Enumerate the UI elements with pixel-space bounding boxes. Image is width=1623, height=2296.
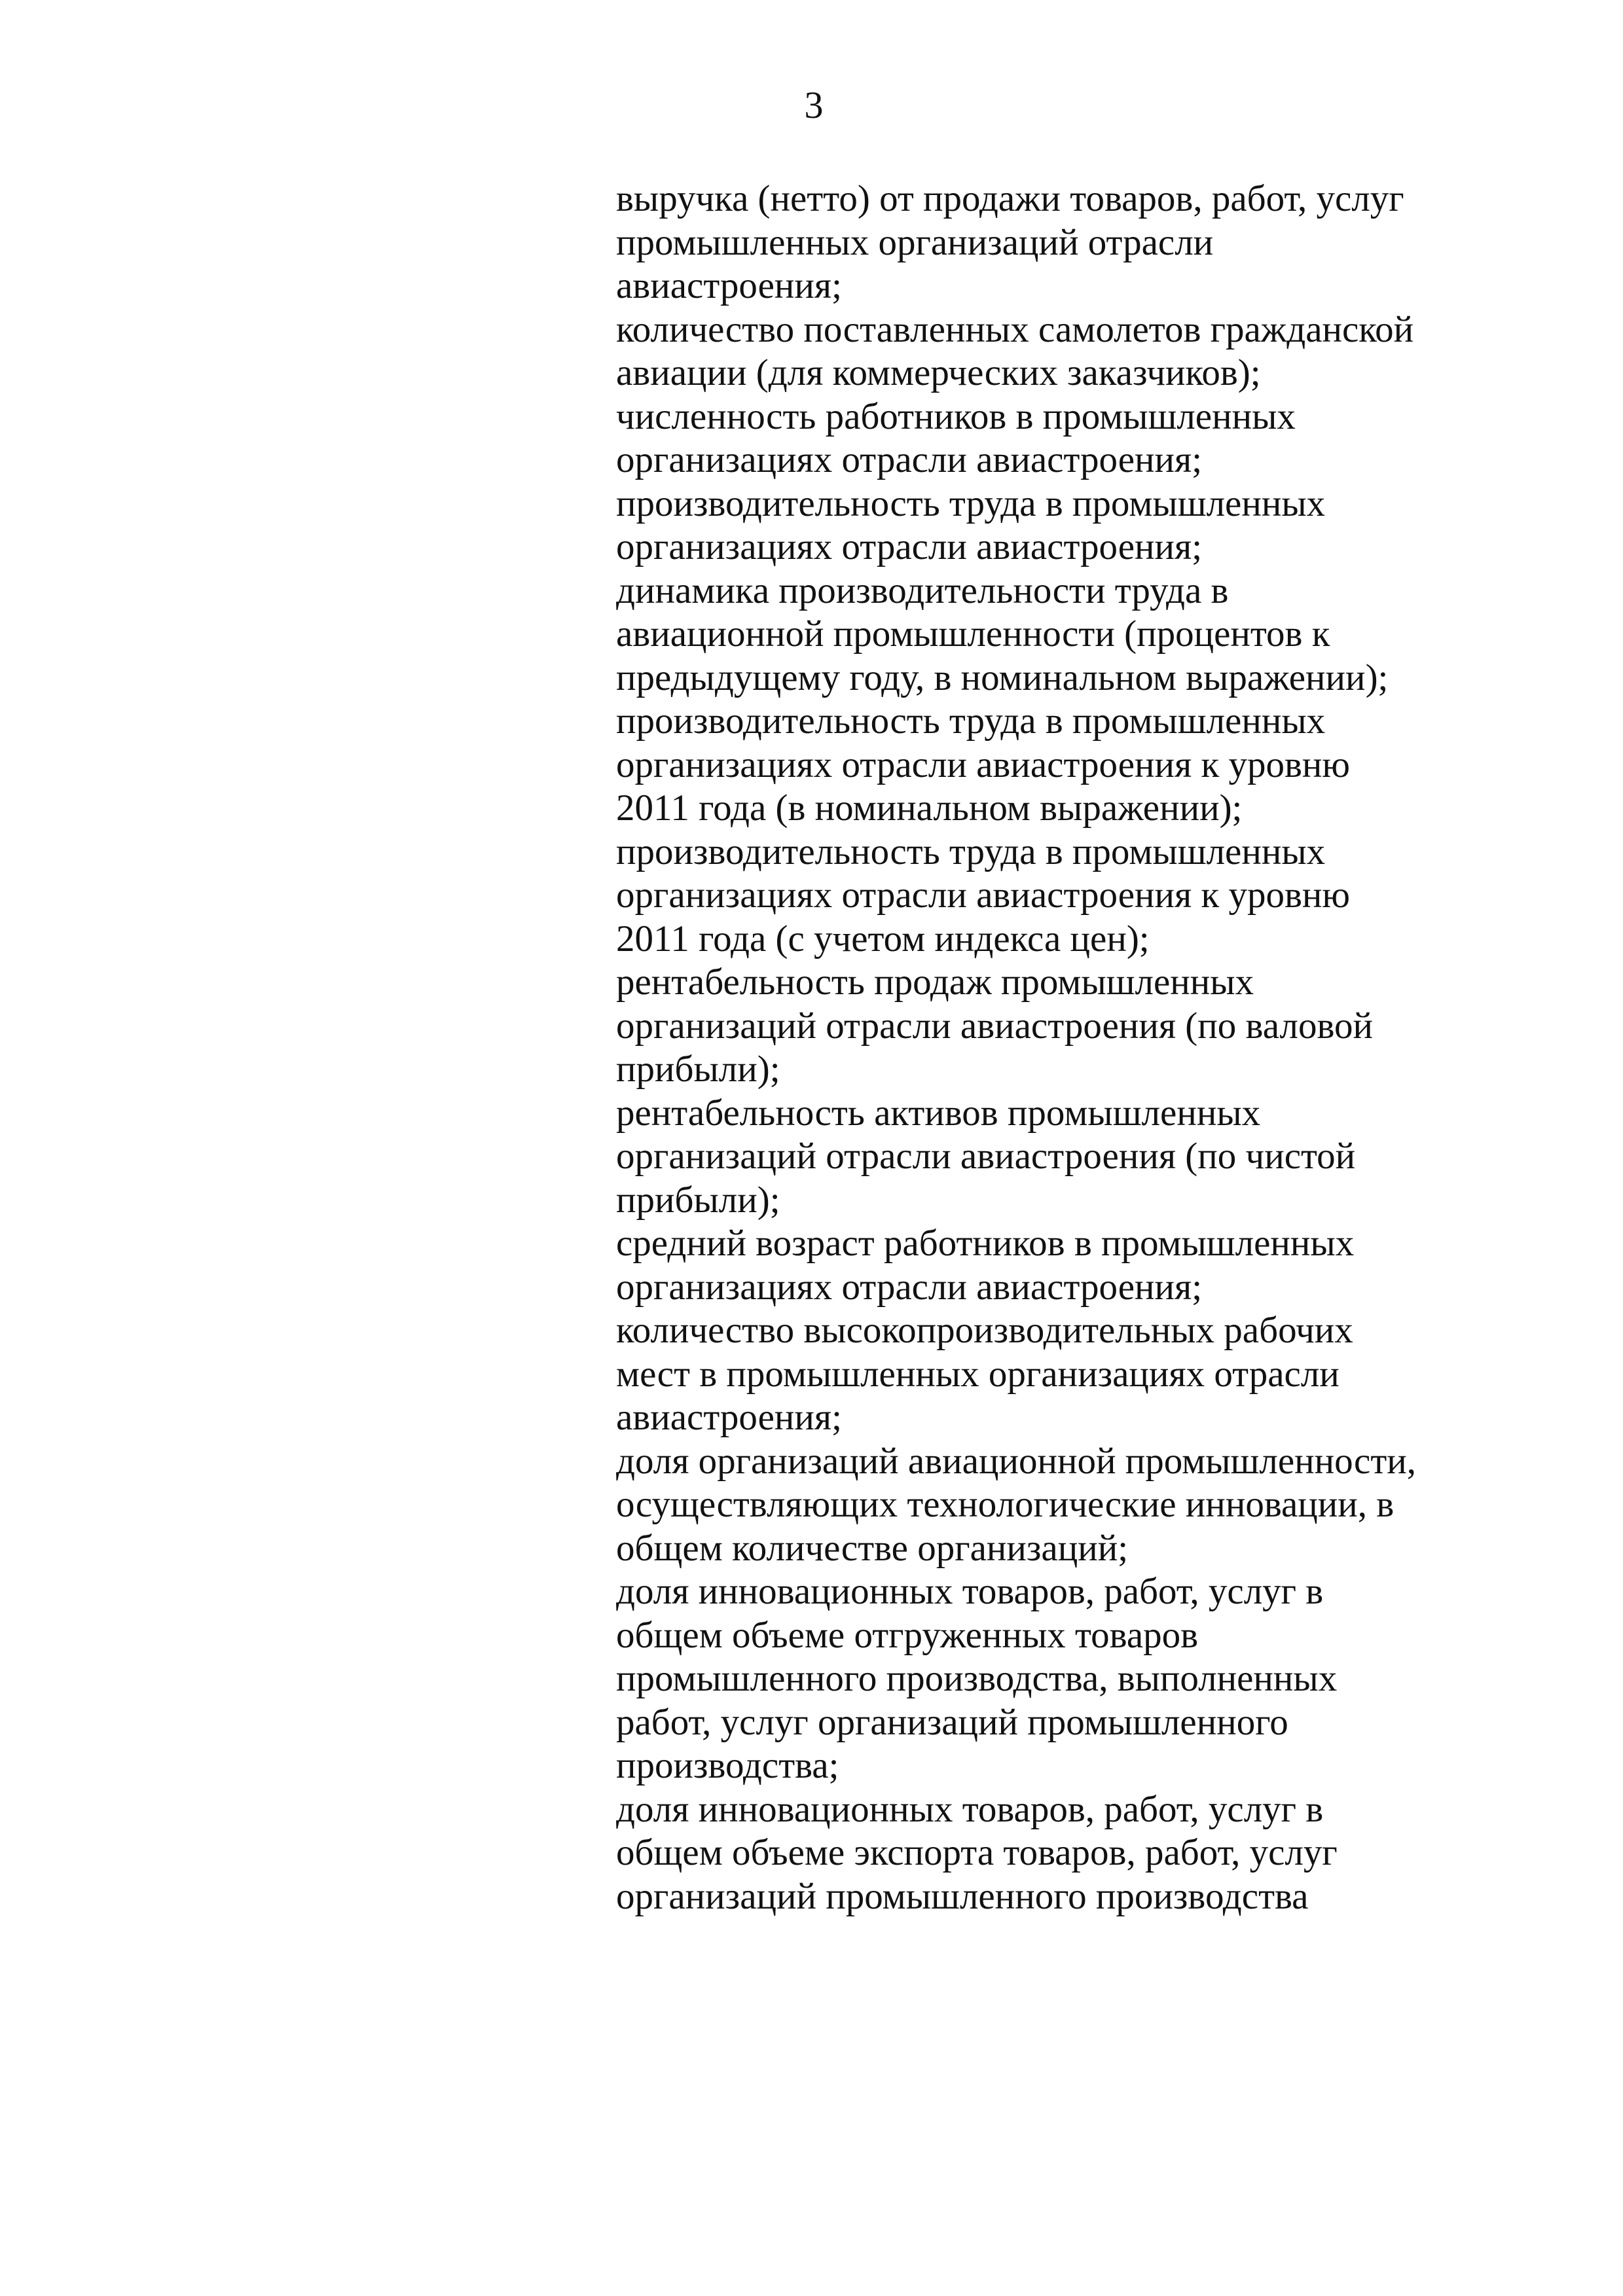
text-line: организациях отрасли авиастроения к уровню <box>616 744 1350 785</box>
text-line: численность работников в промышленных <box>616 395 1296 437</box>
text-line: осуществляющих технологические инновации, в <box>616 1484 1395 1525</box>
text-line: выручка (нетто) от продажи товаров, работ, услуг <box>616 178 1404 219</box>
text-line: общем объеме экспорта товаров, работ, услуг <box>616 1832 1338 1873</box>
text-line: рентабельность продаж промышленных <box>616 961 1254 1003</box>
text-line: работ, услуг организаций промышленного <box>616 1701 1288 1743</box>
text-line: количество высокопроизводительных рабочих <box>616 1310 1353 1351</box>
text-line: производительность труда в промышленных <box>616 482 1326 524</box>
text-line: организациях отрасли авиастроения; <box>616 439 1203 480</box>
text-line: прибыли); <box>616 1179 780 1221</box>
text-line: количество поставленных самолетов гражданской <box>616 308 1414 350</box>
text-line: мест в промышленных организациях отрасли <box>616 1353 1340 1395</box>
indicator-list <box>616 177 1467 1918</box>
text-line: организациях отрасли авиастроения; <box>616 1266 1203 1308</box>
text-line: промышленных организаций отрасли <box>616 221 1214 263</box>
page-number: 3 <box>804 84 824 126</box>
text-line: общем объеме отгруженных товаров <box>616 1614 1199 1656</box>
text-line: организаций отрасли авиастроения (по чистой <box>616 1136 1356 1177</box>
text-line: производства; <box>616 1745 839 1786</box>
text-line: доля инновационных товаров, работ, услуг в <box>616 1788 1324 1830</box>
text-line: промышленного производства, выполненных <box>616 1658 1338 1699</box>
text-line: предыдущему году, в номинальном выражении); <box>616 656 1389 698</box>
text-line: авиастроения; <box>616 1397 842 1438</box>
text-line: авиастроения; <box>616 265 842 306</box>
text-line: организациях отрасли авиастроения к уровню <box>616 874 1350 916</box>
text-line: 2011 года (в номинальном выражении); <box>616 787 1243 829</box>
text-line: доля организаций авиационной промышленности, <box>616 1440 1417 1482</box>
text-line: 2011 года (с учетом индекса цен); <box>616 918 1150 960</box>
text-line: производительность труда в промышленных <box>616 700 1326 742</box>
text-line: производительность труда в промышленных <box>616 831 1326 872</box>
text-line: доля инновационных товаров, работ, услуг в <box>616 1571 1324 1612</box>
text-line: рентабельность активов промышленных <box>616 1092 1261 1134</box>
text-line: общем количестве организаций; <box>616 1527 1129 1569</box>
text-line: авиации (для коммерческих заказчиков); <box>616 352 1261 393</box>
text-line: динамика производительности труда в <box>616 569 1229 611</box>
text-line: организациях отрасли авиастроения; <box>616 526 1203 567</box>
text-line: организаций промышленного производства <box>616 1875 1309 1917</box>
text-line: организаций отрасли авиастроения (по валовой <box>616 1005 1373 1047</box>
text-line: авиационной промышленности (процентов к <box>616 613 1330 655</box>
text-line: средний возраст работников в промышленных <box>616 1223 1355 1264</box>
text-line: прибыли); <box>616 1049 780 1090</box>
